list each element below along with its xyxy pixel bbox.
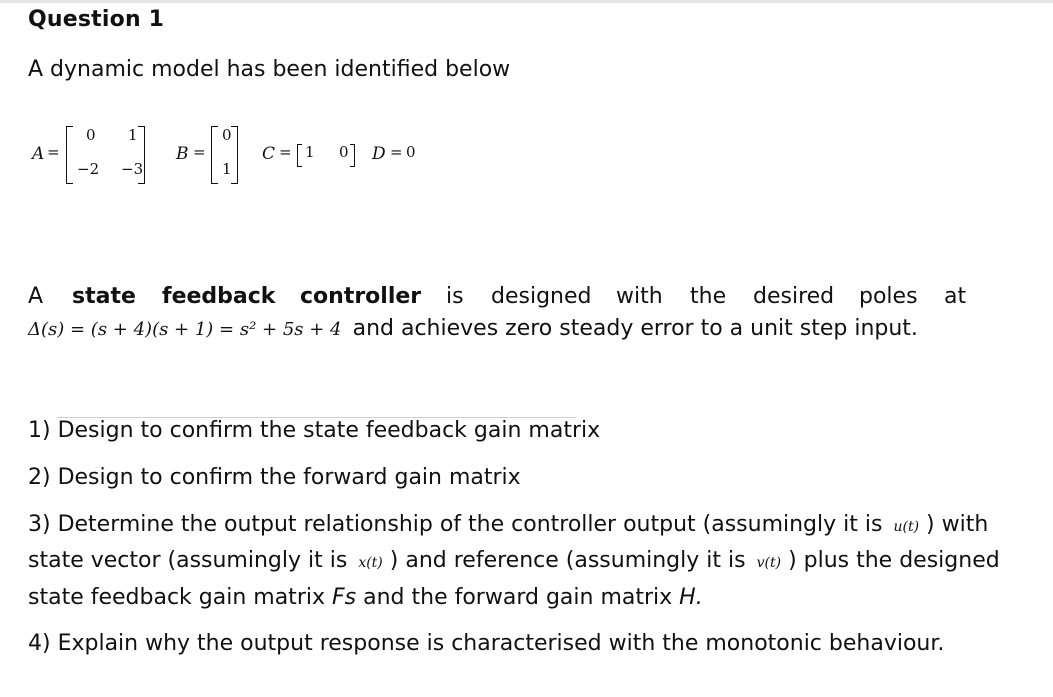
matrix-d-value: 0: [406, 143, 416, 161]
matrix-a-cell: −2: [77, 160, 100, 178]
item-3-text: state vector (assumingly it is: [28, 548, 348, 573]
matrix-b-left-bracket: [211, 126, 218, 184]
matrix-b-cell: 0: [222, 126, 232, 144]
x-of-t: x(t): [358, 555, 383, 571]
matrix-c-label: C: [262, 144, 276, 164]
characteristic-polynomial: Δ(s) = (s + 4)(s + 1) = s² + 5s + 4: [28, 319, 342, 340]
paragraph-word: designed: [491, 284, 592, 309]
matrix-c-right-bracket: [350, 144, 355, 167]
matrix-c-equals: =: [279, 143, 292, 161]
matrix-b-cell: 1: [222, 160, 232, 178]
paragraph-word: state: [72, 284, 136, 309]
item-3-text: ) and reference (assumingly it is: [389, 548, 746, 573]
question-title: Question 1: [28, 7, 165, 32]
paragraph-word: desired: [753, 284, 835, 309]
h-symbol: H.: [679, 585, 703, 610]
paragraph-word: the: [690, 284, 727, 309]
matrix-a-cell: 1: [128, 126, 138, 144]
matrix-c-left-bracket: [297, 144, 302, 167]
matrix-d-label: D: [372, 144, 386, 164]
item-3-text: 3) Determine the output relationship of the controller output (assumingly it is: [28, 512, 883, 537]
matrix-b-right-bracket: [231, 126, 238, 184]
top-divider: [0, 0, 1053, 3]
item-2: 2) Design to confirm the forward gain matrix: [28, 465, 521, 490]
matrix-a-label: A: [32, 144, 45, 164]
paragraph-word: is: [446, 284, 464, 309]
item-3-line-3: [28, 585, 703, 610]
matrix-c-cell: 1: [305, 143, 315, 161]
v-of-t: v(t): [756, 555, 782, 571]
paragraph-word: feedback: [162, 284, 276, 309]
matrix-c-cell: 0: [339, 143, 349, 161]
matrix-a-left-bracket: [66, 126, 73, 184]
item-3-text: ) with: [926, 512, 989, 537]
paragraph-word: controller: [300, 284, 422, 309]
fs-symbol: Fs: [332, 585, 357, 610]
matrix-a-equals: =: [47, 143, 60, 161]
paragraph-rest: and achieves zero steady error to a unit step input.: [352, 316, 918, 341]
item-3-line-2: [28, 548, 1000, 573]
paragraph-word: at: [944, 284, 967, 309]
paragraph-word: poles: [859, 284, 918, 309]
item-4: 4) Explain why the output response is characterised with the monotonic behaviour.: [28, 631, 945, 656]
u-of-t: u(t): [893, 519, 920, 535]
paragraph-word: with: [616, 284, 663, 309]
intro-text: A dynamic model has been identified below: [28, 57, 511, 82]
matrix-a-cell: −3: [121, 160, 144, 178]
paragraph-line-2: [28, 316, 918, 341]
item-1: 1) Design to confirm the state feedback gain matrix: [28, 418, 601, 443]
item-3-text: ) plus the designed: [788, 548, 1000, 573]
paragraph-word: A: [28, 284, 44, 309]
item-3-text: and the forward gain matrix: [363, 585, 673, 610]
matrix-d-equals: =: [390, 143, 403, 161]
item-3-line-1: [28, 512, 988, 537]
matrix-a-cell: 0: [86, 126, 96, 144]
matrix-b-equals: =: [193, 143, 206, 161]
matrix-a-right-bracket: [138, 126, 145, 184]
item-3-text: state feedback gain matrix: [28, 585, 325, 610]
matrix-b-label: B: [176, 144, 189, 164]
